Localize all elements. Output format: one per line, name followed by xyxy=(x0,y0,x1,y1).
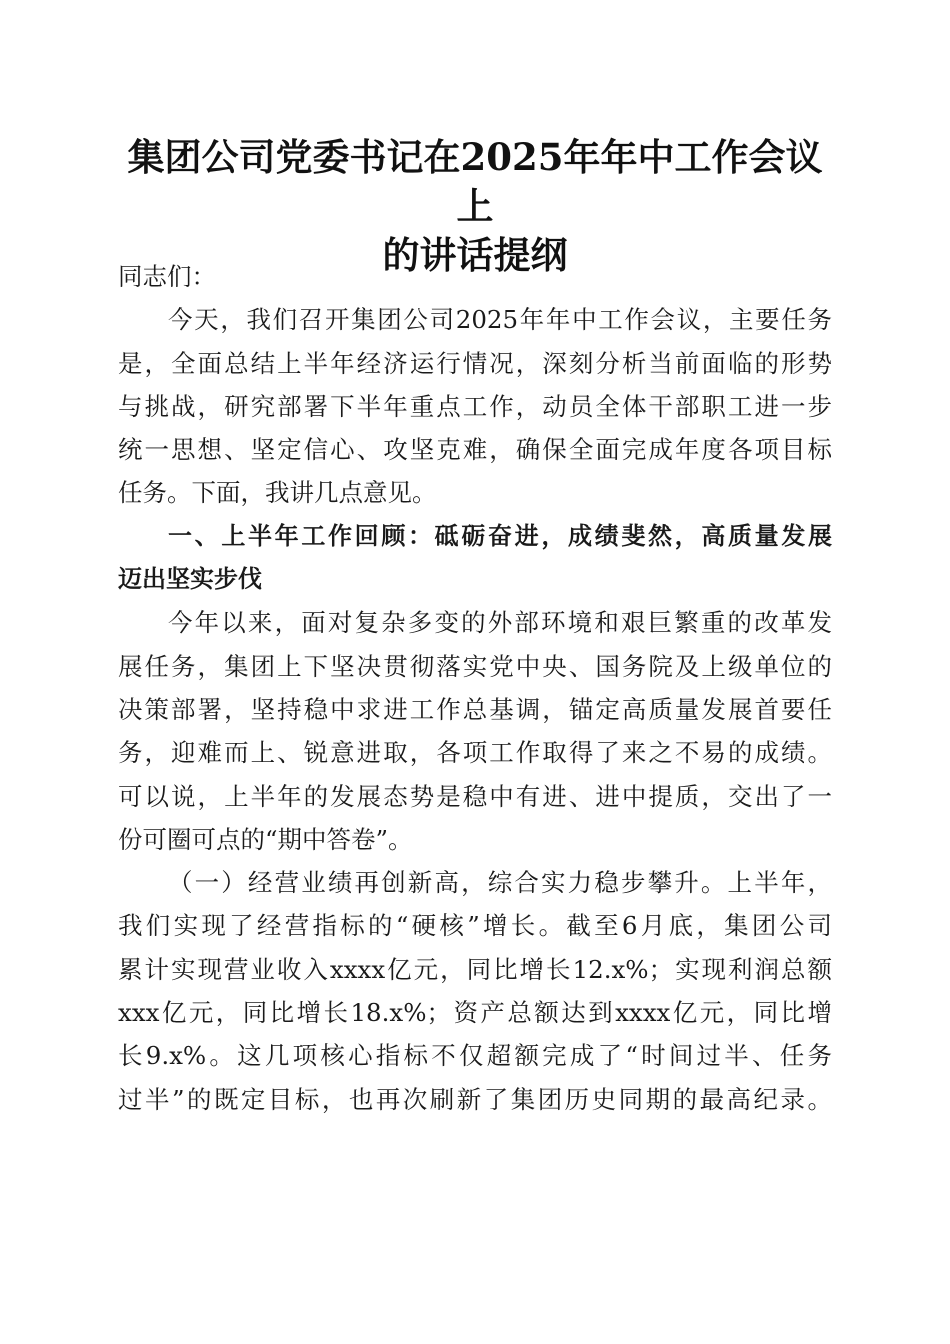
title-line-1: 集团公司党委书记在2025年年中工作会议上 xyxy=(127,135,823,228)
section-1-heading-line-2: 迈出坚实步伐 xyxy=(118,565,262,594)
intro-line-4: 统一思想、坚定信心、攻坚克难，确保全面完成年度各项目标 xyxy=(118,435,832,465)
subsection-1-line-1: （一）经营业绩再创新高，综合实力稳步攀升。上半年， xyxy=(168,868,832,898)
intro-paragraph xyxy=(118,298,832,514)
section-1-heading-line-1: 一、上半年工作回顾：砥砺奋进，成绩斐然，高质量发展 xyxy=(168,521,832,550)
section-1-line-4: 务，迎难而上、锐意进取，各项工作取得了来之不易的成绩。 xyxy=(118,738,832,768)
subsection-1-line-6: 过半”的既定目标，也再次刷新了集团历史同期的最高纪录。 xyxy=(118,1084,832,1114)
subsection-1-line-3: 累计实现营业收入xxxx亿元，同比增长12.x%；实现利润总额 xyxy=(118,954,832,984)
subsection-1-paragraph xyxy=(118,861,832,1121)
intro-line-3: 与挑战，研究部署下半年重点工作，动员全体干部职工进一步 xyxy=(118,391,832,421)
section-1-line-1: 今年以来，面对复杂多变的外部环境和艰巨繁重的改革发 xyxy=(168,608,832,638)
document-body xyxy=(118,255,832,1121)
section-1-line-3: 决策部署，坚持稳中求进工作总基调，锚定高质量发展首要任 xyxy=(118,694,832,724)
intro-line-1: 今天，我们召开集团公司2025年年中工作会议，主要任务 xyxy=(168,305,832,335)
section-1-heading xyxy=(118,515,832,602)
section-1-line-5: 可以说，上半年的发展态势是稳中有进、进中提质，交出了一 xyxy=(118,781,832,811)
intro-line-2: 是，全面总结上半年经济运行情况，深刻分析当前面临的形势 xyxy=(118,348,832,378)
section-1-paragraph xyxy=(118,601,832,861)
subsection-1-line-2: 我们实现了经营指标的“硬核”增长。截至6月底，集团公司 xyxy=(118,911,832,941)
title-line-2: 的讲话提纲 xyxy=(382,233,568,277)
subsection-1-line-5: 长9.x%。这几项核心指标不仅超额完成了“时间过半、任务 xyxy=(118,1041,832,1071)
section-1-line-6: 份可圈可点的“期中答卷”。 xyxy=(118,824,413,854)
intro-line-5: 任务。下面，我讲几点意见。 xyxy=(118,478,437,508)
section-1-line-2: 展任务，集团上下坚决贯彻落实党中央、国务院及上级单位的 xyxy=(118,651,832,681)
salutation: 同志们： xyxy=(118,262,216,291)
subsection-1-line-4: xxx亿元，同比增长18.x%；资产总额达到xxxx亿元，同比增 xyxy=(118,998,832,1028)
